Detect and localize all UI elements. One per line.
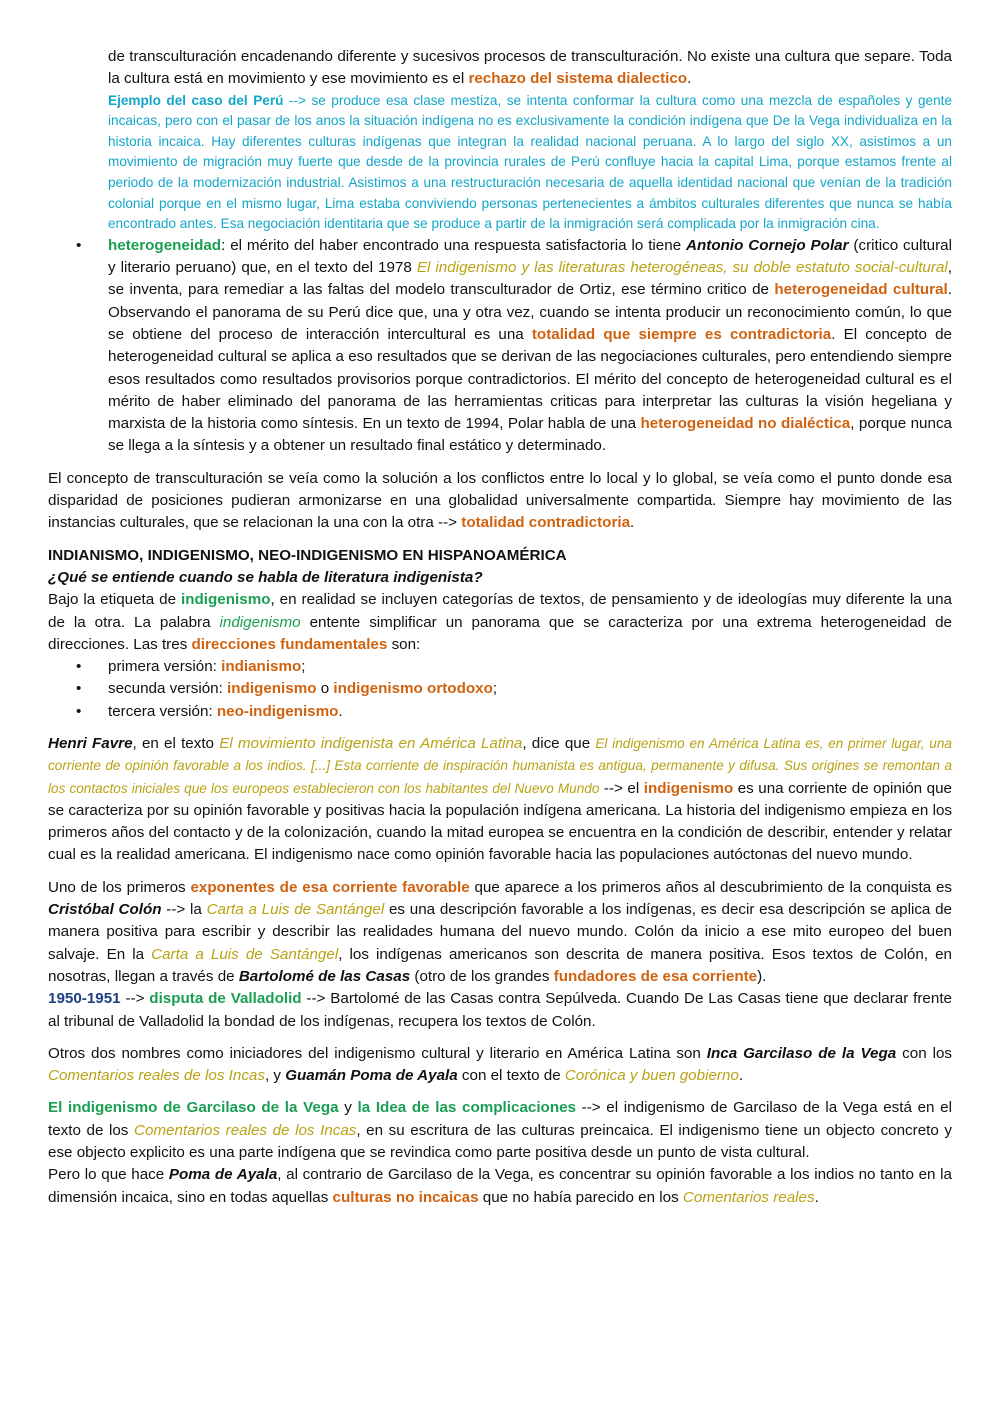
text: Bajo la etiqueta de [48,591,182,609]
paragraph-favre [48,733,952,867]
text: primera versión: [108,658,222,676]
highlight-term: culturas no incaicas [332,1188,479,1206]
author-name: Guamán Poma de Ayala [285,1067,458,1085]
bullet-icon: • [76,680,82,698]
text: . [630,514,635,532]
highlight-term: la Idea de las complicaciones [357,1099,576,1117]
book-title: Carta a Luis de Santángel [151,945,339,963]
text: : el mérito del haber encontrado una respuesta satisfactoria lo tiene [221,236,687,254]
book-title: Comentarios reales de los Incas [48,1067,265,1085]
book-title: El movimiento indigenista en América Latina [219,734,523,752]
text: tercera versión: [108,702,217,720]
highlight-term: heterogeneidad cultural [774,281,948,299]
highlight-term: rechazo del sistema dialectico [468,70,688,88]
author-name: Poma de Ayala [168,1166,278,1184]
text: y [338,1099,358,1117]
text: son: [387,635,421,653]
book-title: El indigenismo y las literaturas heterogéneas, su doble estatuto social-cultural [416,259,948,277]
highlight-term: indigenismo [219,613,301,631]
text: . Observando el panorama de su Perú dice que, una y otra vez, cuando se intenta producir un reconocimiento común, lo que se obtiene del proceso de interacción intercultural es una [108,281,952,343]
hetero-list [48,235,952,458]
text: (critico cultural y literario peruano) que, en el texto del 1978 [108,236,952,277]
text: , y [264,1067,286,1085]
paragraph-transculturacion [48,46,952,91]
paragraph-colon [48,877,952,988]
text: , en el texto [132,734,220,752]
text: , en su escritura de las culturas preincaica. El indigenismo tiene un objecto concreto y ese objecto explicito es una parte indígena que se revindica como parte positiva desde un punto de vista cultural. [48,1121,952,1162]
section-heading: INDIANISMO, INDIGENISMO, NEO-INDIGENISMO EN HISPANOAMÉRICA [48,546,567,564]
highlight-term: direcciones fundamentales [191,635,388,653]
text: --> la [161,901,207,919]
text: entente simplificar un panorama que se caracteriza por una extrema heterogeneidad de direcciones. Las tres [48,613,952,653]
text: , porque nunca se llega a la síntesis y a obtener un resultado final estático y determinado. [108,415,952,455]
text: --> Bartolomé de las Casas contra Sepúlveda. Cuando De Las Casas tiene que declarar frente al tribunal de Valladolid la bondad de los indígenas, recupera los textos de Colón. [48,990,952,1030]
text: ). [757,967,767,985]
book-title: Corónica y buen gobierno [564,1067,739,1085]
text: de transculturación encadenando diferente y sucesivos procesos de transculturación. No existe una cultura que separe. Toda la cultura está en movimiento y ese movimiento es el [108,48,952,88]
book-title: Comentarios reales [682,1188,815,1206]
bullet-icon: • [76,702,82,720]
book-title: Carta a Luis de Santángel [206,901,385,919]
text: . [814,1188,819,1206]
highlight-term: disputa de Valladolid [149,990,302,1008]
paragraph-garcilaso [48,1097,952,1164]
text: con los [896,1044,952,1062]
list-item [48,678,952,700]
text: --> [120,990,150,1008]
book-title: Comentarios reales de los Incas [133,1121,357,1139]
highlight-term: indianismo [221,658,302,676]
text: . [687,70,692,88]
text: o [316,680,334,698]
text: que aparece a los primeros años al descubrimiento de la conquista es [469,878,952,896]
author-name: Inca Garcilaso de la Vega [706,1044,897,1062]
versions-list [48,656,952,723]
list-item [48,656,952,678]
text: , se inventa, para remediar a las faltas del modelo transculturador de Ortiz, ese término critico de [108,259,952,299]
text: --> se produce esa clase mestiza, se intenta conformar la cultura como una mezcla de españoles y gente incaicas, pero con el pasar de los anos la situación indígena no es exclusivamente la condición indígena que De la Vega individualiza en la historia incaica. Hay diferentes culturas indígenas que integran la realidad nacional peruana. A lo largo del siglo XX, asistimos a un movimiento de migración muy fuerte que desde de la provincia rurales de Perú confluye hacia la capital Lima, porque estamos frente al periodo de la modernización industrial. Asistimos a una restructuración necesaria de aquella identidad nacional que venían de la tradición colonial porque en el mismo lugar, Lima estaba conviviendo personas pertenecientes a ámbitos culturales diferentes que nunca se había encontrado antes. Esa negociación identitaria que se produce a partir de la inmigración será complicada por la inmigración cina. [108,92,953,232]
highlight-term: totalidad contradictoria [461,514,631,532]
highlight-term: neo-indigenismo [216,702,339,720]
highlight-term: exponentes de esa corriente favorable [190,878,470,896]
highlight-term: fundadores de esa corriente [553,967,758,985]
author-name: Bartolomé de las Casas [238,967,411,985]
quotation: El indigenismo en América Latina es, en primer lugar, una corriente de opinión favorable a los indios. [...] Esta corriente de inspiración humanista es antigua, permanente y difusa. Sus origines se remontan a los contactos iniciales que los europeos establecieron con los habitantes del Nuevo Mundo [48,735,952,796]
paragraph-transculturacion-concepto [48,468,952,535]
date-range: 1950-1951 [48,990,121,1008]
text: con el texto de [457,1067,565,1085]
bullet-icon: • [76,658,82,676]
section-question: ¿Qué se entiende cuando se habla de literatura indigenista? [48,568,483,586]
text: --> el indigenismo de Garcilaso de la Vega está en el texto de los [48,1099,952,1139]
highlight-term: heterogeneidad no dialéctica [640,415,851,433]
highlight-term: El indigenismo de Garcilaso de la Vega [48,1099,339,1117]
paragraph-iniciadores [48,1043,952,1088]
text: es una descripción favorable a los indígenas, es decir esa descripción se aplica de manera positiva para escribir y describir las realidades humana del nuevo mundo. Colón da inicio a ese mito europeo del buen salvaje. En la [48,901,952,963]
paragraph-poma [48,1164,952,1209]
paragraph-etiqueta [48,589,952,656]
text: El concepto de transculturación se veía como la solución a los conflictos entre lo local y lo global, se veía como el punto donde esa disparidad de posiciones pudieran armonizarse en una globalidad universalmente compartida. Siempre hay movimiento de las instancias culturales, que se relacionan la una con la otra --> [48,469,952,532]
text: , en realidad se incluyen categorías de textos, de pensamiento y de ideologías muy diferente la una de la otra. La palabra [48,591,952,631]
document-page [48,46,952,1209]
text: . El concepto de heterogeneidad cultural se aplica a eso resultados que se derivan de las negociaciones culturales, pero entendiendo siempre esos resultados como resultados provisorios porque contradictorios. El mérito del concepto de heterogeneidad cultural es el mérito de haber eliminado del panorama de las herramientas criticas para interpretar las culturas la visión hegeliana y marxista de la historia como síntesis. En un texto de 1994, Polar habla de una [108,325,952,433]
text: secunda versión: [108,680,228,698]
author-name: Antonio Cornejo Polar [686,236,849,254]
highlight-term: heterogeneidad [108,236,222,254]
text: . [338,702,343,720]
list-item [48,701,952,723]
text: (otro de los grandes [410,967,554,985]
highlight-term: totalidad que siempre es contradictoria [531,325,832,343]
text: ; [301,658,306,676]
highlight-term: indigenismo [181,591,271,609]
text: Pero lo que hace [48,1166,169,1184]
author-name: Cristóbal Colón [48,901,162,919]
highlight-term: indigenismo ortodoxo [333,680,493,698]
bullet-icon: • [76,236,82,254]
text: Otros dos nombres como iniciadores del indigenismo cultural y literario en América Latina son [48,1044,707,1062]
text: --> el [599,779,644,797]
text: , los indígenas americanos son descrita de manera positiva. Esos textos de Colón, en nosotras, llegan a través de [48,945,952,985]
text: Uno de los primeros [48,878,191,896]
text: es una corriente de opinión que se caracteriza por su opinión favorable y positivas hacia la populación indígena americana. La historia del indigenismo empieza en los primeros años del contacto y de la colonización, cuando la mitad europea se encuentra en la condición de describir, entender y relatar cual es la realidad americana. El indigenismo nace como opinión favorable hacia las populaciones autóctonas del nuevo mundo. [48,779,952,864]
text: que no había parecido en los [478,1188,683,1206]
text: . [738,1067,744,1085]
text: , al contrario de Garcilaso de la Vega, es concentrar su opinión favorable a los indios no tanto en la dimensión incaica, sino en todas aquellas [48,1166,952,1206]
paragraph-peru-example [48,91,952,235]
text: ; [492,680,498,698]
paragraph-valladolid [48,988,952,1033]
example-label: Ejemplo del caso del Perú [108,92,284,108]
highlight-term: indigenismo [227,680,317,698]
author-name: Henri Favre [48,734,133,752]
highlight-term: indigenismo [643,779,734,797]
list-item-heterogeneidad [48,235,952,458]
text: , dice que [522,734,596,752]
